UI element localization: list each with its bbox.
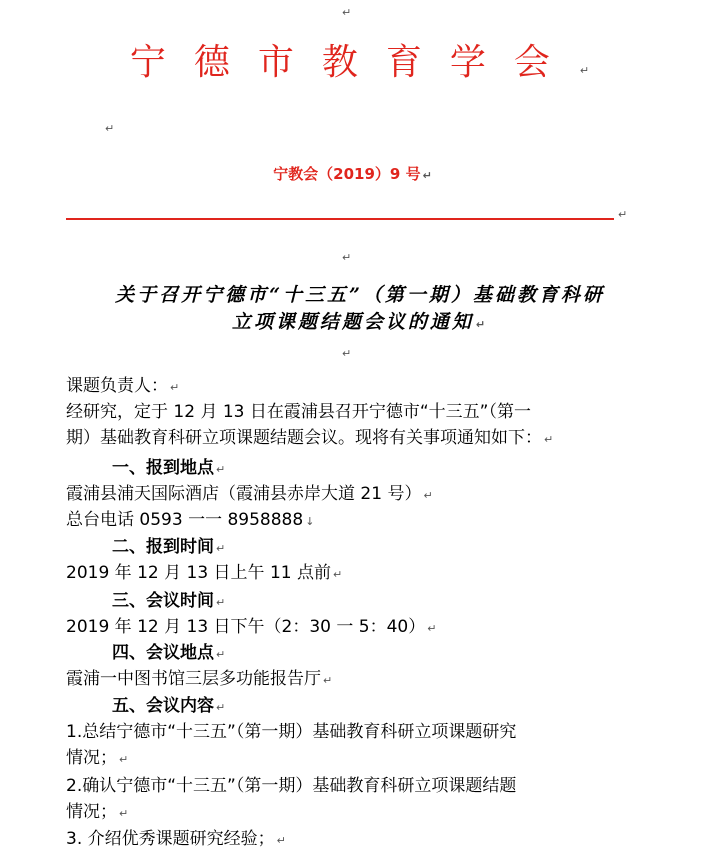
document-number [0,163,705,184]
paragraph-mark: ↵ [422,169,432,182]
paragraph-mark: ↵ [105,122,115,135]
section-line [66,745,128,773]
paragraph-mark: ↵ [333,568,343,581]
paragraph-mark: ↵ [170,381,180,394]
section-line-text: 2019 年 12 月 13 日下午（2：30 一 5：40） [66,617,426,637]
paragraph-mark: ↵ [276,834,286,847]
line-break-mark: ↓ [305,515,315,528]
intro-line-2 [66,425,553,453]
salutation-text: 课题负责人： [66,376,168,396]
section-heading [112,693,225,721]
paragraph-mark: ↵ [216,596,226,609]
notice-title-text: 立项课题结题会议的通知 [231,311,474,333]
paragraph-mark: ↵ [119,753,129,766]
notice-title-line-2 [60,307,660,334]
section-line-text: 情况； [66,802,117,822]
paragraph-mark: ↵ [119,807,129,820]
paragraph-mark: ↵ [323,674,333,687]
paragraph-mark: ↵ [342,251,352,264]
section-line [66,719,516,745]
section-heading-text: 三、会议时间 [112,591,214,611]
section-heading-text: 四、会议地点 [112,643,214,663]
intro-text: 经研究，定于 12 月 13 日在霞浦县召开宁德市“十三五”（第一 [66,402,531,422]
paragraph-mark: ↵ [579,64,590,77]
section-heading [112,534,225,562]
section-line [66,560,342,588]
intro-line-1 [66,399,531,425]
section-line [66,614,436,642]
section-line-text: 2.确认宁德市“十三五”（第一期）基础教育科研立项课题结题 [66,776,517,796]
paragraph-mark: ↵ [618,208,628,221]
section-heading-text: 五、会议内容 [112,696,214,716]
section-heading-text: 一、报到地点 [112,458,214,478]
section-line [66,799,128,827]
section-heading-text: 二、报到时间 [112,537,214,557]
paragraph-mark: ↵ [544,433,554,446]
section-line [66,826,286,854]
paragraph-mark: ↵ [423,489,433,502]
organization-title-text: 宁德市教育学会 [129,42,578,83]
paragraph-mark: ↵ [475,318,489,331]
paragraph-mark: ↵ [342,347,352,360]
paragraph-mark: ↵ [427,622,437,635]
paragraph-mark: ↵ [216,701,226,714]
section-line [66,666,332,694]
section-line-text: 霞浦一中图书馆三层多功能报告厅 [66,669,321,689]
document-number-text: 宁教会（2019）9 号 [273,165,421,183]
section-heading [112,640,225,668]
section-line-text: 1.总结宁德市“十三五”（第一期）基础教育科研立项课题研究 [66,722,517,742]
section-heading [112,588,225,616]
paragraph-mark: ↵ [216,542,226,555]
organization-title [0,34,705,85]
intro-text: 期）基础教育科研立项课题结题会议。现将有关事项通知如下： [66,428,542,448]
section-heading [112,455,225,483]
salutation [66,373,179,401]
section-line-text: 霞浦县浦天国际酒店（霞浦县赤岸大道 21 号） [66,484,422,504]
paragraph-mark: ↵ [216,463,226,476]
section-line-text: 2019 年 12 月 13 日上午 11 点前 [66,563,331,583]
notice-title-line-1 [60,280,660,307]
section-line-text: 3. 介绍优秀课题研究经验； [66,829,275,849]
paragraph-mark: ↵ [342,6,352,19]
paragraph-mark: ↵ [216,648,226,661]
section-line [66,773,516,799]
section-line-text: 情况； [66,748,117,768]
section-line [66,507,314,535]
section-line [66,481,433,509]
notice-title-text: 关于召开宁德市“十三五”（第一期）基础教育科研 [115,284,605,306]
section-line-text: 总台电话 0593 一一 8958888 [66,510,304,530]
red-header-rule [66,218,614,220]
